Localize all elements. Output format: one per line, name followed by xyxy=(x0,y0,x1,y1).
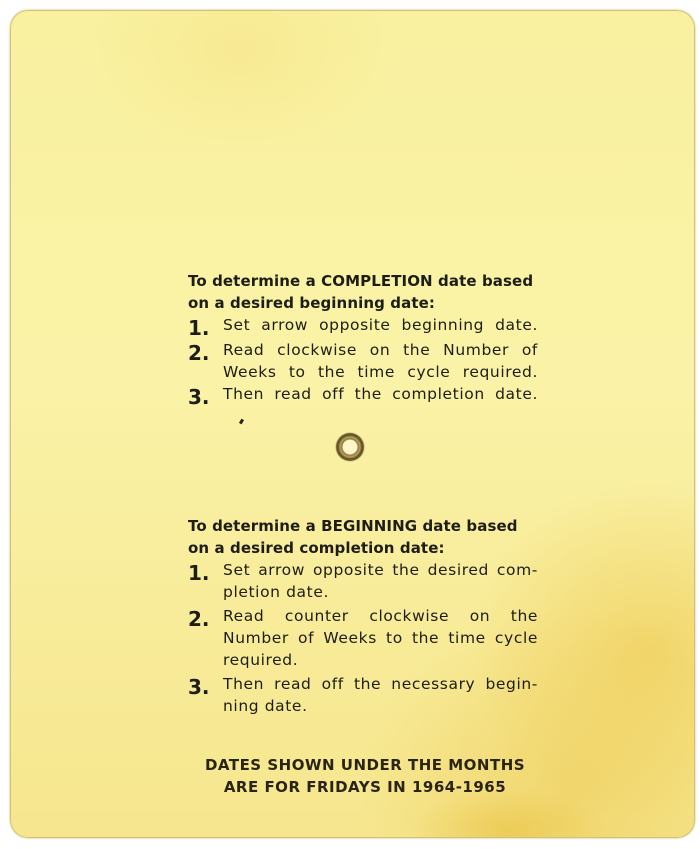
calculator-card xyxy=(10,10,695,838)
completion-instructions xyxy=(188,270,538,408)
dates-note-line2: ARE FOR FRIDAYS IN 1964-1965 xyxy=(223,778,507,796)
dates-note xyxy=(170,754,560,798)
beginning-step-1 xyxy=(188,559,538,603)
dates-note-line1: DATES SHOWN UNDER THE MONTHS xyxy=(204,756,526,774)
beginning-steps xyxy=(188,559,538,717)
step-number: 2. xyxy=(188,607,210,631)
beginning-heading xyxy=(188,515,538,559)
step-number: 2. xyxy=(188,341,210,365)
step-number: 3. xyxy=(188,675,210,699)
step-text: Read clockwise on the Number of Weeks to the time cycle required. xyxy=(223,341,538,381)
completion-step-2 xyxy=(188,339,538,383)
step-number: 1. xyxy=(188,316,210,340)
completion-heading xyxy=(188,270,538,314)
step-text: Then read off the completion date. xyxy=(223,385,538,403)
completion-heading-line2: on a desired beginning date: xyxy=(188,294,435,312)
beginning-heading-line1: To determine a BEGINNING date based xyxy=(188,517,518,535)
completion-step-3 xyxy=(188,383,538,408)
step-text: Then read off the necessary begin- ning date. xyxy=(223,675,538,715)
step-text: Set arrow opposite beginning date. xyxy=(223,316,538,334)
completion-steps xyxy=(188,314,538,408)
completion-step-1 xyxy=(188,314,538,339)
center-pivot-grommet xyxy=(336,433,364,461)
completion-heading-line1: To determine a COMPLETION date based xyxy=(188,272,534,290)
beginning-step-2 xyxy=(188,605,538,671)
beginning-instructions xyxy=(188,515,538,719)
step-number: 3. xyxy=(188,385,210,409)
beginning-heading-line2: on a desired completion date: xyxy=(188,539,445,557)
pointer-mark xyxy=(239,419,244,425)
step-text: Read counter clockwise on the Number of Weeks to the time cycle required. xyxy=(223,607,538,669)
beginning-step-3 xyxy=(188,673,538,717)
step-text: Set arrow opposite the desired com- pletion date. xyxy=(223,561,538,601)
step-number: 1. xyxy=(188,561,210,585)
